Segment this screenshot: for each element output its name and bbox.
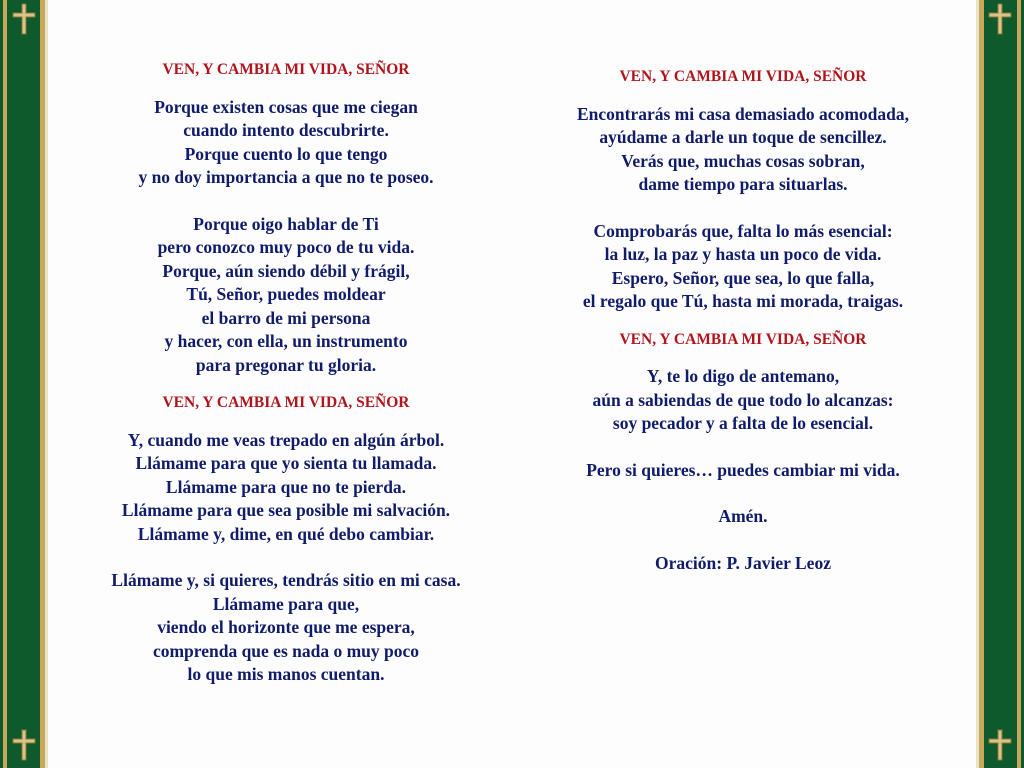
author-credit: Oración: P. Javier Leoz bbox=[655, 552, 831, 573]
verse-line: soy pecador y a falta de lo esencial. bbox=[612, 413, 874, 433]
verse-line: Llámame y, dime, en qué debo cambiar. bbox=[137, 523, 435, 544]
verse-line: aún a sabiendas de que todo lo alcanzas: bbox=[592, 389, 894, 410]
verse-line: Espero, Señor, que sea, lo que falla, bbox=[611, 267, 875, 288]
verse-line: Llámame para que sea posible mi salvación. bbox=[121, 500, 451, 520]
verse-line: dame tiempo para situarlas. bbox=[638, 174, 848, 194]
verse-line: Llámame para que yo sienta tu llamada. bbox=[135, 453, 437, 473]
verse-line: Porque, aún siendo débil y frágil, bbox=[162, 260, 410, 281]
verse-line: comprenda que es nada o muy poco bbox=[152, 640, 420, 661]
verse-line: Comprobarás que, falta lo más esencial: bbox=[593, 220, 893, 241]
verse-line: Llámame y, si quieres, tendrás sitio en mi casa. bbox=[111, 570, 461, 590]
verse-line: lo que mis manos cuentan. bbox=[187, 664, 385, 684]
verse-line: ayúdame a darle un toque de sencillez. bbox=[599, 127, 887, 147]
verse-line: cuando intento descubrirte. bbox=[183, 120, 389, 140]
verse-line: Y, cuando me veas trepado en algún árbol. bbox=[127, 429, 445, 450]
verse-line: Porque oigo hablar de Ti bbox=[193, 213, 379, 234]
left-decorative-border bbox=[0, 0, 48, 768]
verse-line: Verás que, muchas cosas sobran, bbox=[621, 150, 865, 171]
verse-line: Encontrarás mi casa demasiado acomodada, bbox=[576, 103, 909, 124]
prayer-page bbox=[48, 0, 976, 768]
verse-line: la luz, la paz y hasta un poco de vida. bbox=[604, 244, 882, 264]
verse-line: Y, te lo digo de antemano, bbox=[646, 366, 840, 386]
verse-line: para pregonar tu gloria. bbox=[195, 354, 377, 375]
verse-line: viendo el horizonte que me espera, bbox=[157, 617, 415, 637]
refrain-title: VEN, Y CAMBIA MI VIDA, SEÑOR bbox=[619, 68, 867, 85]
verse-line: pero conozco muy poco de tu vida. bbox=[157, 237, 415, 257]
verse-line: el regalo que Tú, hasta mi morada, traigas. bbox=[582, 291, 904, 311]
verse-line: Tú, Señor, puedes moldear bbox=[186, 284, 386, 304]
refrain-title: VEN, Y CAMBIA MI VIDA, SEÑOR bbox=[619, 330, 867, 348]
cross-icon bbox=[9, 728, 39, 762]
verse-line: Llámame para que no te pierda. bbox=[165, 476, 407, 497]
cross-icon bbox=[985, 728, 1015, 762]
verse-line: Pero si quieres… puedes cambiar mi vida. bbox=[586, 459, 900, 480]
left-column bbox=[48, 58, 524, 687]
cross-icon bbox=[9, 2, 39, 36]
refrain-title: VEN, Y CAMBIA MI VIDA, SEÑOR bbox=[162, 61, 410, 78]
verse-line: y hacer, con ella, un instrumento bbox=[164, 331, 408, 351]
refrain-title: VEN, Y CAMBIA MI VIDA, SEÑOR bbox=[162, 394, 410, 411]
verse-line: el barro de mi persona bbox=[201, 307, 371, 328]
cross-icon bbox=[985, 2, 1015, 36]
verse-line: y no doy importancia a que no te poseo. bbox=[138, 167, 434, 187]
verse-line: Porque existen cosas que me ciegan bbox=[154, 96, 418, 117]
verse-line: Porque cuento lo que tengo bbox=[184, 143, 388, 164]
right-column bbox=[510, 65, 976, 575]
right-decorative-border bbox=[976, 0, 1024, 768]
amen-line: Amén. bbox=[718, 506, 768, 526]
verse-line: Llámame para que, bbox=[212, 593, 360, 614]
